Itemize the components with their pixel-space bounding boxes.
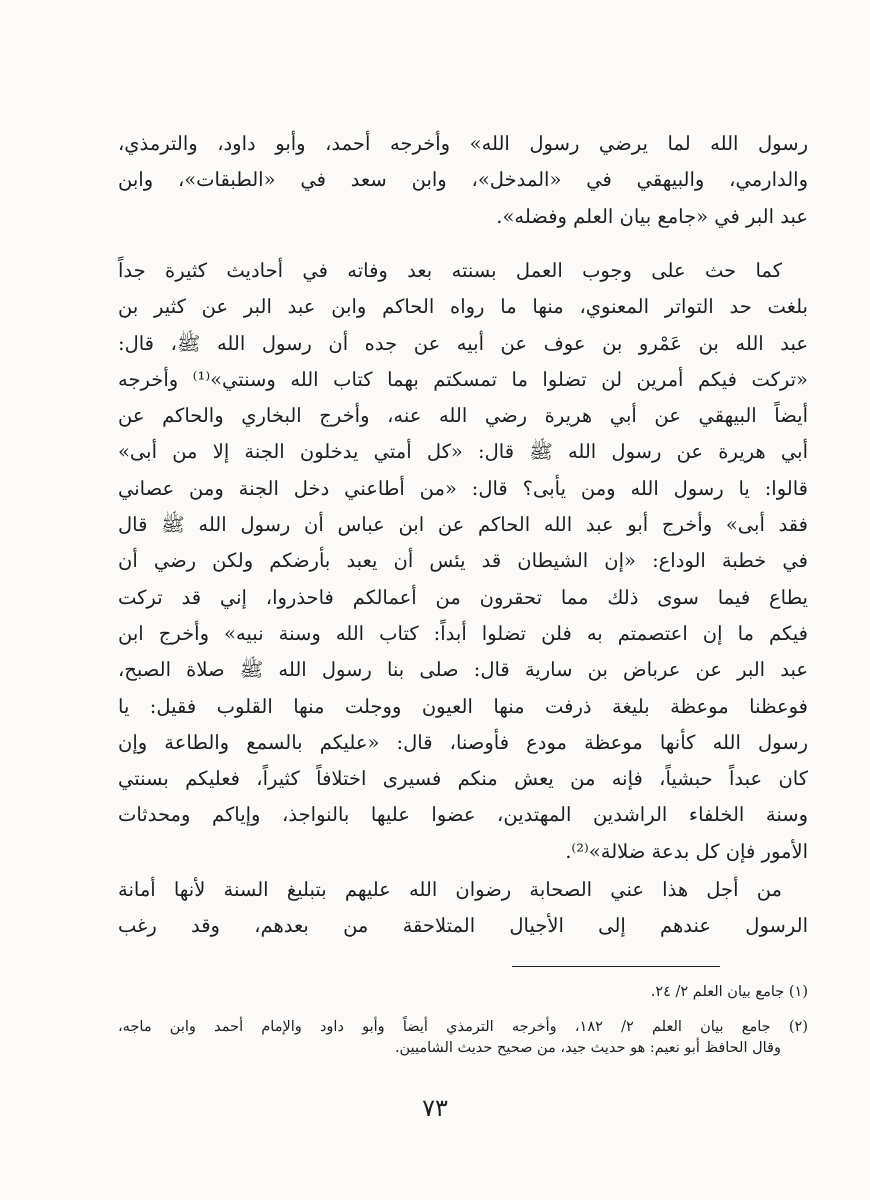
footnote-line: وقال الحافظ أبو نعيم: هو حديث جيد، من صحيح حديث الشاميين. [394, 1040, 781, 1056]
paragraph-3 [118, 872, 808, 945]
text-line: عبد البر عن عرباض بن سارية قال: صلى بنا رسول الله ﷺ صلاة الصبح، [118, 658, 808, 682]
text-line: عبد الله بن عَمْرو بن عوف عن أبيه عن جده أن رسول الله ﷺ، قال: [118, 331, 808, 355]
text-line: كان عبداً حبشياً، فإنه من يعش منكم فسيرى اختلافاً كثيراً، فعليكم بسنتي [118, 767, 808, 791]
text-line: بلغت حد التواتر المعنوي، منها ما رواه الحاكم وابن عبد البر عن كثير بن [118, 295, 808, 319]
text-line: فوعظنا موعظة بليغة ذرفت منها العيون ووجلت منها القلوب فقيل: يا [118, 694, 808, 718]
text-line: كما حث على وجوب العمل بسنته بعد وفاته في أحاديث كثيرة جداً [118, 259, 782, 282]
text-line: رسول الله لما يرضي رسول الله» وأخرجه أحمد، وأبو داود، والترمذي، [118, 132, 808, 155]
paragraph-1 [118, 126, 808, 235]
text-line: «تركت فيكم أمرين لن تضلوا ما تمسكتم بهما كتاب الله وسنتي»⁽¹⁾ وأخرجه [118, 367, 808, 391]
text-line: عبد البر في «جامع بيان العلم وفضله». [496, 204, 808, 228]
text-line: في خطبة الوداع: «إن الشيطان قد يئس أن يعبد بأرضكم ولكن رضي أن [118, 549, 808, 573]
text-line: والدارمي، والبيهقي في «المدخل»، وابن سعد في «الطبقات»، وابن [118, 168, 808, 192]
text-line: من أجل هذا عني الصحابة رضوان الله عليهم بتبليغ السنة لأنها أمانة [118, 878, 782, 901]
text-line: أبي هريرة عن رسول الله ﷺ قال: «كل أمتي يدخلون الجنة إلا من أبى» [118, 440, 808, 464]
paragraph-2 [118, 253, 808, 870]
text-line: الأمور فإن كل بدعة ضلالة»⁽²⁾. [565, 839, 808, 863]
footnote-2 [118, 1017, 808, 1059]
text-line: وسنة الخلفاء الراشدين المهتدين، عضوا عليها بالنواجذ، وإياكم ومحدثات [118, 803, 808, 827]
text-line: يطاع فيما سوى ذلك مما تحقرون من أعمالكم فاحذروا، إني قد تركت [118, 585, 808, 609]
footnote-line: (١) جامع بيان العلم ٢/ ٢٤. [650, 984, 808, 1000]
page-number: ٧٣ [422, 1094, 448, 1122]
footnote-1 [118, 982, 808, 1003]
text-line: فيكم ما إن اعتصمتم به فلن تضلوا أبداً: كتاب الله وسنة نبيه» وأخرج ابن [118, 621, 808, 645]
text-line: قالوا: يا رسول الله ومن يأبى؟ قال: «من أطاعني دخل الجنة ومن عصاني [118, 476, 808, 500]
footnote-line: (٢) جامع بيان العلم ٢/ ١٨٢، وأخرجه الترمذي أيضاً وأبو داود والإمام أحمد وابن ماجه، [118, 1019, 808, 1035]
text-line: رسول الله كأنها موعظة مودع فأوصنا، قال: «عليكم بالسمع والطاعة وإن [118, 730, 808, 754]
text-line: الرسول عندهم إلى الأجيال المتلاحقة من بعدهم، وقد رغب [118, 914, 808, 938]
text-line: فقد أبى» وأخرج أبو عبد الله الحاكم عن ابن عباس أن رسول الله ﷺ قال [118, 513, 808, 537]
footnote-separator [512, 966, 720, 967]
text-line: أيضاً البيهقي عن أبي هريرة رضي الله عنه، وأخرج البخاري والحاكم عن [118, 404, 808, 428]
